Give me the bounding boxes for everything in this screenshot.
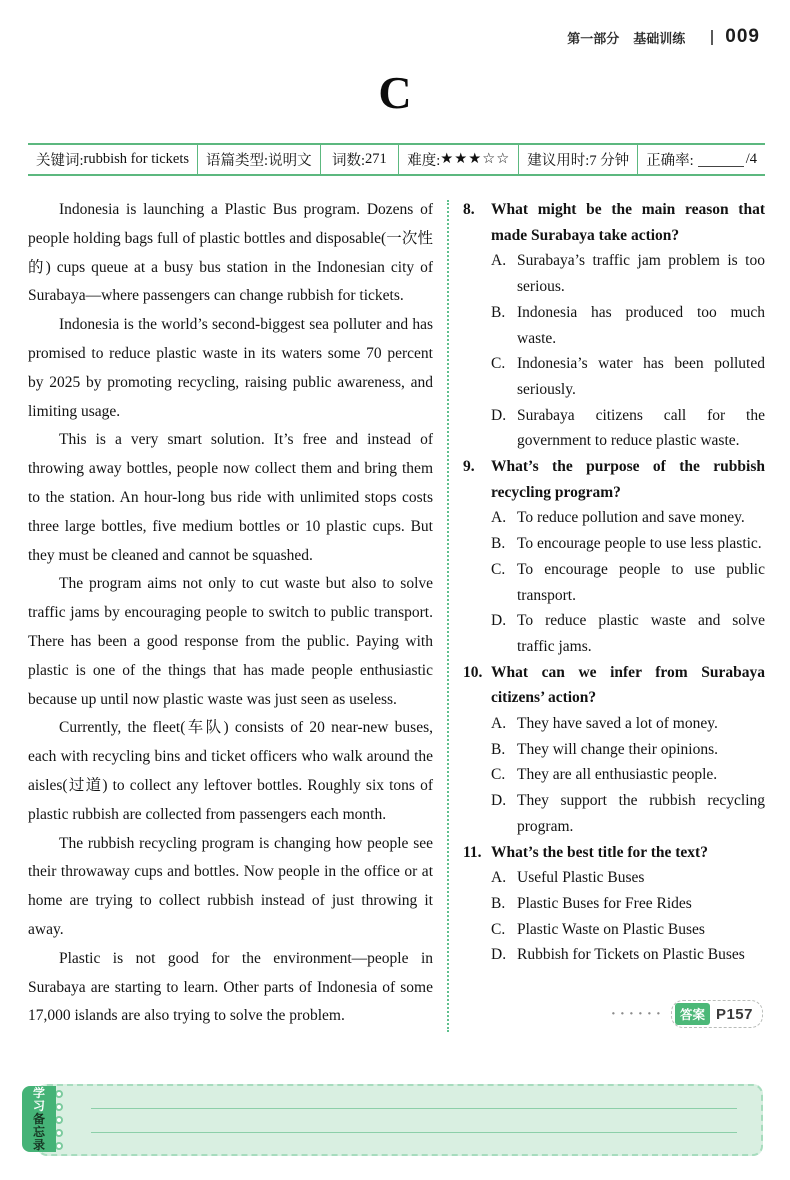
question-number: 9. [463,458,475,476]
question-10 [463,660,765,840]
notes-tab-label-top: 学习 [32,1085,45,1113]
passage-paragraph: Indonesia is the world’s second-biggest sea polluter and has promised to reduce plastic waste in its waters some 70 percent by 2025 by promoting recycling, raising public awareness, and limiting usage. [28,316,433,420]
questions-column [463,197,765,968]
option-label: C. [491,355,506,373]
subsection-label: 基础训练 [633,30,686,46]
option-label: B. [491,740,506,758]
binder-hole [55,1142,63,1150]
option-c: C. To encourage people to use public transport. [491,557,765,608]
option-d: D. To reduce plastic waste and solve traffic jams. [491,608,765,659]
accuracy-label: 正确率: [646,153,694,169]
time-value: 7 分钟 [589,153,630,169]
option-label: D. [491,946,507,964]
passage-paragraph: The program aims not only to cut waste but also to solve traffic jams by encouraging people to switch to public transport. There has been a good response from the public. Paying with plastic is one of the things that has made people enthusiastic because up until now plastic waste was just seen as useless. [28,575,433,708]
answer-badge: 答案 [675,1003,710,1025]
keyword-label: 关键词: [36,153,84,169]
option-a: A. Useful Plastic Buses [491,865,765,891]
question-stem: 11. What’s the best title for the text? [463,840,765,866]
question-stem: 9. What’s the purpose of the rubbish recycling program? [463,454,765,505]
notes-tab-label-bottom: 备忘录 [32,1111,45,1152]
answer-page-ref: P157 [715,1005,753,1023]
binder-hole [55,1129,63,1137]
question-stem: 10. What can we infer from Surabaya citizens’ action? [463,660,765,711]
option-a: A. To reduce pollution and save money. [491,505,765,531]
answer-pill [671,1000,763,1028]
option-label: D. [491,612,507,630]
question-options [491,711,765,840]
section-label: 第一部分 [567,30,620,46]
option-c: C. Indonesia’s water has been polluted seriously. [491,351,765,402]
option-label: D. [491,406,507,424]
ruled-line [91,1108,737,1109]
binder-hole [55,1090,63,1098]
option-label: A. [491,869,507,887]
option-label: D. [491,792,507,810]
header-divider [711,30,713,45]
option-a: A. They have saved a lot of money. [491,711,765,737]
word-count-value: 271 [365,151,387,167]
accuracy-denominator: /4 [745,151,757,167]
column-divider [447,200,449,1032]
option-label: A. [491,715,507,733]
passage-paragraph: The rubbish recycling program is changing how people see their throwaway cups and bottles. Now people in the office or at home are trying to collect rubbish instead of just throwing it away. [28,834,433,938]
keyword-value: rubbish for tickets [83,151,190,167]
option-label: B. [491,535,506,553]
option-a: A. Surabaya’s traffic jam problem is too serious. [491,248,765,299]
question-options [491,865,765,968]
difficulty-stars: ★★★☆☆ [440,151,511,167]
option-label: C. [491,560,506,578]
page-header [567,26,760,48]
dots-leader: ······ [610,1005,665,1022]
question-number: 10. [463,663,483,681]
passage-column [28,196,433,1031]
question-11 [463,840,765,969]
difficulty-label: 难度: [407,153,441,169]
option-label: A. [491,252,507,270]
notes-area [37,1084,763,1156]
option-label: C. [491,766,506,784]
option-label: B. [491,894,506,912]
question-options [491,505,765,659]
option-d: D. They support the rubbish recycling program. [491,788,765,839]
option-label: C. [491,920,506,938]
info-difficulty [398,145,518,174]
info-accuracy [637,145,765,174]
info-genre [197,145,320,174]
option-d: D. Surabaya citizens call for the government to reduce plastic waste. [491,403,765,454]
option-d: D. Rubbish for Tickets on Plastic Buses [491,942,765,968]
question-number: 8. [463,201,475,218]
answer-reference [611,1000,763,1028]
genre-value: 说明文 [268,153,312,169]
word-count-label: 词数: [332,153,366,169]
ruled-line [91,1132,737,1133]
info-suggested-time [518,145,637,174]
question-8 [463,197,765,454]
option-b: B. Indonesia has produced too much waste. [491,300,765,351]
info-keyword [28,145,197,174]
option-c: C. Plastic Waste on Plastic Buses [491,917,765,943]
binder-hole [55,1103,63,1111]
genre-label: 语篇类型: [206,153,269,169]
accuracy-blank-line [698,153,744,167]
notes-tab [22,1086,56,1152]
page-number: 009 [725,26,760,47]
passage-paragraph: Currently, the fleet(车队) consists of 20 near-new buses, each with recycling bins and ticket officers who walk around the aisles(过道) to collect any leftover bottles. Roughly six tons of plastic rubbish are collected from passengers each month. [28,719,433,823]
passage-info-bar [28,143,765,176]
option-c: C. They are all enthusiastic people. [491,762,765,788]
passage-section-letter: C [378,67,412,118]
question-number: 11. [463,843,482,861]
option-b: B. To encourage people to use less plastic. [491,531,765,557]
option-label: B. [491,303,506,321]
time-label: 建议用时: [527,153,590,169]
option-label: A. [491,509,507,527]
passage-paragraph: Plastic is not good for the environment—people in Surabaya are starting to learn. Other parts of Indonesia of some 17,000 islands are also trying to solve the problem. [28,949,433,1025]
option-b: B. Plastic Buses for Free Rides [491,891,765,917]
question-stem: 8. What might be the main reason that made Surabaya take action? [463,197,765,248]
question-options [491,248,765,454]
info-word-count [320,145,399,174]
passage-paragraph: Indonesia is launching a Plastic Bus program. Dozens of people holding bags full of plastic bottles and disposable(一次性的) cups queue at a busy bus station in the Indonesian city of Surabaya—where passengers can change rubbish for tickets. [28,201,433,305]
question-9 [463,454,765,660]
binder-hole [55,1116,63,1124]
passage-paragraph: This is a very smart solution. It’s free and instead of throwing away bottles, people now collect them and bring them to the station. An hour-long bus ride with unlimited stops costs three large bottles, five medium bottles or 10 plastic cups. But they must be cleaned and cannot be squashed. [28,431,433,564]
option-b: B. They will change their opinions. [491,737,765,763]
